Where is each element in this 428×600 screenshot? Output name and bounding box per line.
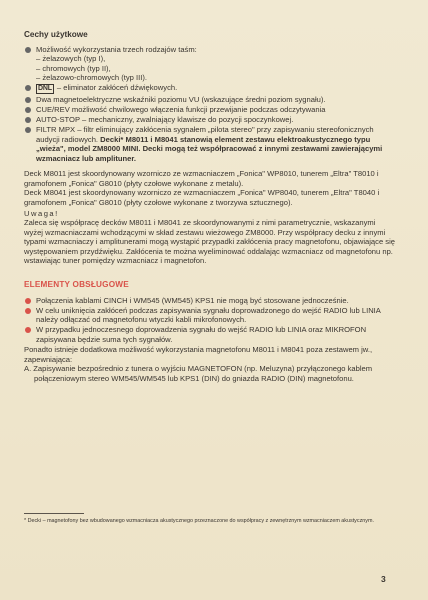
bullet-icon — [25, 85, 31, 91]
feature-tapes: Możliwość wykorzystania trzech rodzajów taśm: — [36, 44, 197, 54]
paragraph-m8041: Deck M8041 jest skoordynowany wzorniczo ze wzmacniaczem „Fonica" WP8040, tunerem „Eltra" T8040 i gramofonem „Fonica" G8010 (płyty czołowe wykonane z tworzywa sztucznego). — [24, 188, 380, 207]
dnl-logo: DNL — [38, 85, 52, 93]
list-item — [24, 306, 396, 325]
tape-type-1: – żelazowych (typ I), — [36, 54, 106, 64]
control-note-mic: W celu uniknięcia zakłóceń podczas zapisywania sygnału doprowadzonego do wejść RADIO lub LINIA należy odłączać od magnetofonu wtyczki kabli mikrofonowych. — [36, 305, 381, 325]
feature-autostop: AUTO-STOP – mechaniczny, zwalniający klawisze do pozycji spoczynkowej. — [36, 115, 294, 125]
footnote: * Decki – magnetofony bez wbudowanego wzmacniacza akustycznego przeznaczone do współpracy z zewnętrznym wzmacniaczem akustycznym. — [24, 518, 374, 524]
feature-dnl: – eliminator zakłóceń dźwiękowych. — [54, 83, 178, 93]
bullet-icon — [25, 47, 31, 53]
control-note-cables: Połączenia kablami CINCH i WM545 (WM545) KPS1 nie mogą być stosowane jednocześnie. — [36, 295, 349, 305]
feature-mpx: FILTR MPX – filtr eliminujący zakłócenia sygnałem „pilota stereo" przy zapisywaniu stereofonicznych audycji radiowych. — [36, 125, 374, 144]
bullet-icon — [25, 117, 31, 123]
list-item — [24, 105, 396, 115]
list-item — [24, 83, 396, 94]
list-item — [24, 325, 396, 344]
list-item — [24, 45, 396, 83]
page-number: 3 — [381, 574, 386, 584]
bullet-icon — [25, 327, 31, 333]
paragraph-item-a: A. Zapisywanie bezpośrednio z tunera o wyjściu MAGNETOFON (np. Meluzyna) przyłączonego kablem połączeniowym stereo WM545/WM545 lub KPS1 (DIN) do gniazda RADIO (DIN) magnetofonu. — [24, 364, 373, 383]
section-heading-elementy: ELEMENTY OBSŁUGOWE — [24, 280, 129, 290]
tape-type-3: – żelazowo-chromowych (typ III). — [36, 73, 147, 83]
control-note-sum: W przypadku jednoczesnego doprowadzenia sygnału do wejść RADIO lub LINIA oraz MIKROFON zapisywana będzie suma tych sygnałów. — [36, 325, 367, 345]
feature-decks-bold: Decki* M8011 i M8041 stanowią element zestawu elektroakustycznego typu „wieża", model ZM8000 MINI. Decki mogą też współpracować z innymi zestawami zawierającymi wzmacniacz lub amplituner. — [36, 134, 383, 164]
section-heading-cechy: Cechy użytkowe — [24, 30, 88, 39]
paragraph-recommendation: Zaleca się współpracę decków M8011 i M8041 ze skoordynowanymi z nimi parametrycznie, wskazanymi wyżej wzmacniaczami wchodzącymi w skład zestawu wieżowego ZM8000. Przy współpracy decku z innymi typami wzmacniaczy i amplitunerami mogą wystąpić przypadki zakłócenia pracy magnetofonu, objawiające się występowaniem przydźwięku. Zakłócenia te można wyeliminować oddalając wzmacniacz od magnetofonu np. wstawiając tuner pomiędzy wzmacniacz i magnetofon. — [24, 218, 395, 266]
bullet-icon — [25, 298, 31, 304]
tape-type-2: – chromowych (typ II), — [36, 63, 111, 73]
footnote-divider — [24, 513, 84, 514]
warning-label: Uwaga! — [24, 208, 59, 218]
list-item — [24, 115, 396, 125]
paragraph-m8011: Deck M8011 jest skoordynowany wzorniczo ze wzmacniaczem „Fonica" WP8010, tunerem „Eltra" T8010 i gramofonem „Fonica" G8010 (płyty czołowe wykonane z metalu). — [24, 169, 379, 188]
list-item — [24, 95, 396, 105]
paragraph-additional: Ponadto istnieje dodatkowa możliwość wykorzystania magnetofonu M8011 i M8041 poza zestawem jw., zapewniająca: — [24, 345, 373, 364]
page-content — [24, 30, 396, 384]
feature-vu: Dwa magnetoelektryczne wskaźniki poziomu VU (wskazujące średni poziom sygnału). — [36, 94, 326, 104]
list-item — [24, 125, 396, 163]
feature-cue-rev: CUE/REV możliwość chwilowego włączenia funkcji przewijanie podczas odczytywania — [36, 105, 326, 115]
controls-list — [24, 296, 396, 345]
bullet-icon — [25, 107, 31, 113]
bullet-icon — [25, 97, 31, 103]
features-list — [24, 45, 396, 164]
bullet-icon — [25, 308, 31, 314]
bullet-icon — [25, 127, 31, 133]
list-item — [24, 296, 396, 306]
